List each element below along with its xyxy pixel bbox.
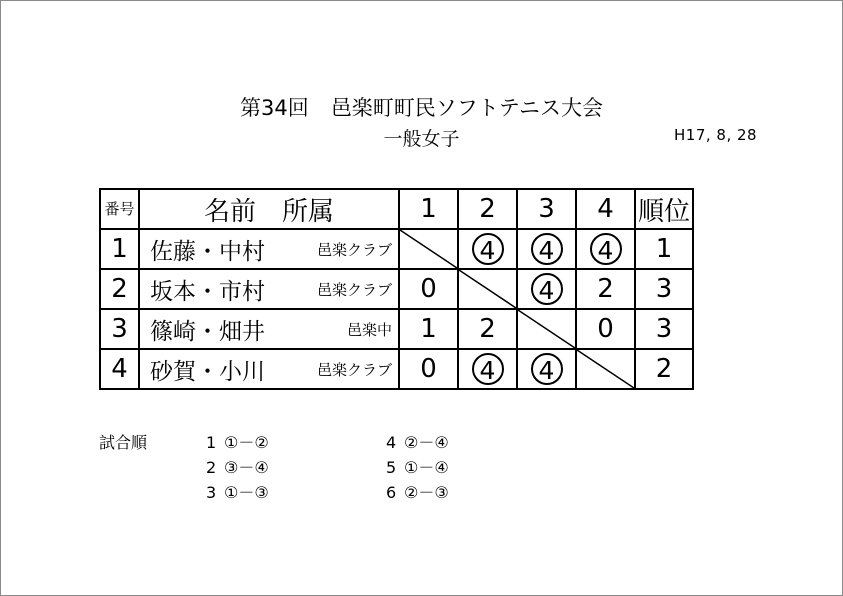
match-order-number: 2	[206, 458, 217, 477]
page-title	[0, 92, 843, 122]
match-order-item	[386, 455, 449, 478]
row-name-cell	[139, 309, 399, 349]
match-order-label: 試合順	[99, 433, 148, 452]
table-row	[100, 349, 693, 389]
score-cell-win	[517, 349, 576, 389]
diagonal-cell	[576, 349, 635, 389]
row-rank: 3	[635, 309, 693, 349]
match-order-item	[386, 480, 449, 503]
match-pairing: ①－③	[224, 483, 269, 502]
diagonal-cell	[399, 229, 458, 269]
title-edition: 第34回	[240, 96, 309, 120]
header-col-4: 4	[576, 189, 635, 229]
match-pairing: ①－②	[224, 433, 269, 452]
club-name: 邑楽クラブ	[316, 360, 392, 379]
header-name: 名前 所属	[139, 189, 399, 229]
match-order-number: 4	[386, 433, 397, 452]
table-row	[100, 229, 693, 269]
match-order-number: 5	[386, 458, 397, 477]
player-names: 篠崎・畑井	[150, 318, 265, 345]
match-order-item	[386, 430, 449, 453]
match-order-item	[206, 430, 269, 453]
score-cell: 2	[576, 269, 635, 309]
player-names: 砂賀・小川	[150, 358, 265, 385]
title-event: 邑楽町町民ソフトテニス大会	[330, 96, 603, 120]
header-col-1: 1	[399, 189, 458, 229]
header-col-3: 3	[517, 189, 576, 229]
diagonal-cell	[517, 309, 576, 349]
score-cell-win	[458, 229, 517, 269]
match-order-number: 3	[206, 483, 217, 502]
club-name: 邑楽クラブ	[316, 240, 392, 259]
score-cell: 1	[399, 309, 458, 349]
circled-score: 4	[590, 233, 622, 265]
circled-score: 4	[531, 233, 563, 265]
circled-score: 4	[472, 233, 504, 265]
circled-score: 4	[531, 273, 563, 305]
score-cell: 0	[576, 309, 635, 349]
score-cell-win	[458, 349, 517, 389]
header-col-2: 2	[458, 189, 517, 229]
score-cell: 0	[399, 349, 458, 389]
match-order-number: 1	[206, 433, 217, 452]
score-cell-win	[576, 229, 635, 269]
header-number: 番号	[100, 189, 139, 229]
player-names: 坂本・市村	[150, 278, 265, 305]
match-order-number: 6	[386, 483, 397, 502]
match-order-item	[206, 455, 269, 478]
row-name-cell	[139, 229, 399, 269]
match-pairing: ①－④	[404, 458, 449, 477]
date: H17, 8, 28	[674, 126, 758, 144]
header-row	[100, 189, 693, 229]
club-name: 邑楽中	[346, 320, 392, 339]
player-names: 佐藤・中村	[150, 238, 265, 265]
row-number: 3	[100, 309, 139, 349]
row-number: 4	[100, 349, 139, 389]
match-pairing: ③－④	[224, 458, 269, 477]
match-pairing: ②－③	[404, 483, 449, 502]
circled-score: 4	[472, 353, 504, 385]
subtitle: 一般女子	[383, 128, 460, 150]
row-name-cell	[139, 269, 399, 309]
row-rank: 1	[635, 229, 693, 269]
row-name-cell	[139, 349, 399, 389]
table-row	[100, 269, 693, 309]
table-row	[100, 309, 693, 349]
club-name: 邑楽クラブ	[316, 280, 392, 299]
row-rank: 2	[635, 349, 693, 389]
score-cell: 2	[458, 309, 517, 349]
row-number: 1	[100, 229, 139, 269]
diagonal-cell	[458, 269, 517, 309]
score-cell-win	[517, 269, 576, 309]
score-cell: 0	[399, 269, 458, 309]
match-order-item	[206, 480, 269, 503]
league-table	[99, 188, 694, 390]
header-rank: 順位	[635, 189, 693, 229]
row-number: 2	[100, 269, 139, 309]
row-rank: 3	[635, 269, 693, 309]
match-pairing: ②－④	[404, 433, 449, 452]
circled-score: 4	[531, 353, 563, 385]
score-cell-win	[517, 229, 576, 269]
